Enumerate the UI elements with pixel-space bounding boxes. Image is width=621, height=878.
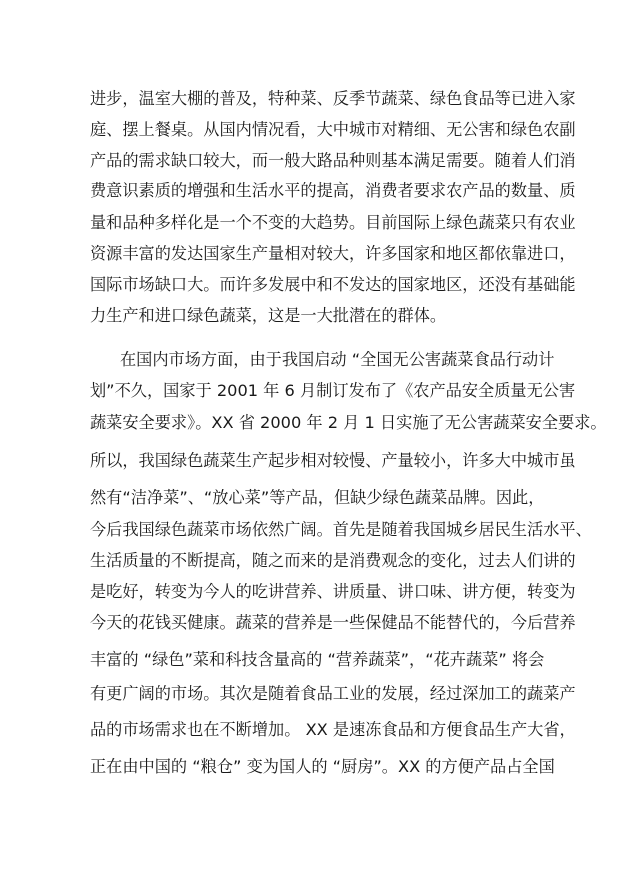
text-line: 生活质量的不断提高，随之而来的是消费观念的变化，过去人们讲的 (90, 551, 576, 570)
text-line: 品的市场需求也在不断增加。 XX 是速冻食品和方便食品生产大省， (90, 720, 576, 739)
text-line: 蔬菜安全要求》。XX 省 2000 年 2 月 1 日实施了无公害蔬菜安全要求。 (90, 413, 607, 432)
text-line: 产品的需求缺口较大，而一般大路品种则基本满足需要。随着人们消 (90, 151, 576, 170)
text-line: 量和品种多样化是一个不变的大趋势。目前国际上绿色蔬菜只有农业 (90, 213, 576, 232)
text-line: 国际市场缺口大。而许多发展中和不发达的国家地区，还没有基础能 (90, 275, 576, 294)
text-line: 然有“洁净菜”、“放心菜”等产品，但缺少绿色蔬菜品牌。因此， (90, 488, 545, 507)
text-line: 力生产和进口绿色蔬菜，这是一大批潜在的群体。 (90, 306, 447, 325)
text-line: 庭、摆上餐桌。从国内情况看，大中城市对精细、无公害和绿色农副 (90, 120, 576, 139)
text-line: 费意识素质的增强和生活水平的提高，消费者要求农产品的数量、质 (90, 181, 576, 200)
text-line: 正在由中国的 “粮仓” 变为国人的 “厨房”。XX 的方便产品占全国 (90, 757, 555, 776)
text-line: 今天的花钱买健康。蔬菜的营养是一些保健品不能替代的，今后营养 (90, 613, 576, 632)
text-line: 丰富的 “绿色”菜和科技含量高的 “营养蔬菜”，“花卉蔬菜” 将会 (90, 650, 545, 669)
text-line: 资源丰富的发达国家生产量相对较大，许多国家和地区都依靠进口， (90, 244, 576, 263)
text-line: 划”不久，国家于 2001 年 6 月制订发布了《农产品安全质量无公害 (90, 381, 576, 400)
text-line: 进步，温室大棚的普及，特种菜、反季节蔬菜、绿色食品等已进入家 (90, 89, 576, 108)
text-line: 是吃好，转变为今人的吃讲营养、讲质量、讲口味、讲方便，转变为 (90, 582, 576, 601)
text-line: 今后我国绿色蔬菜市场依然广阔。首先是随着我国城乡居民生活水平、 (90, 520, 592, 539)
text-line: 有更广阔的市场。其次是随着食品工业的发展，经过深加工的蔬菜产 (90, 684, 576, 703)
text-line: 所以，我国绿色蔬菜生产起步相对较慢、产量较小，许多大中城市虽 (90, 451, 576, 470)
paragraph-first-line: 在国内市场方面，由于我国启动 “全国无公害蔬菜食品行动计 (120, 350, 555, 369)
